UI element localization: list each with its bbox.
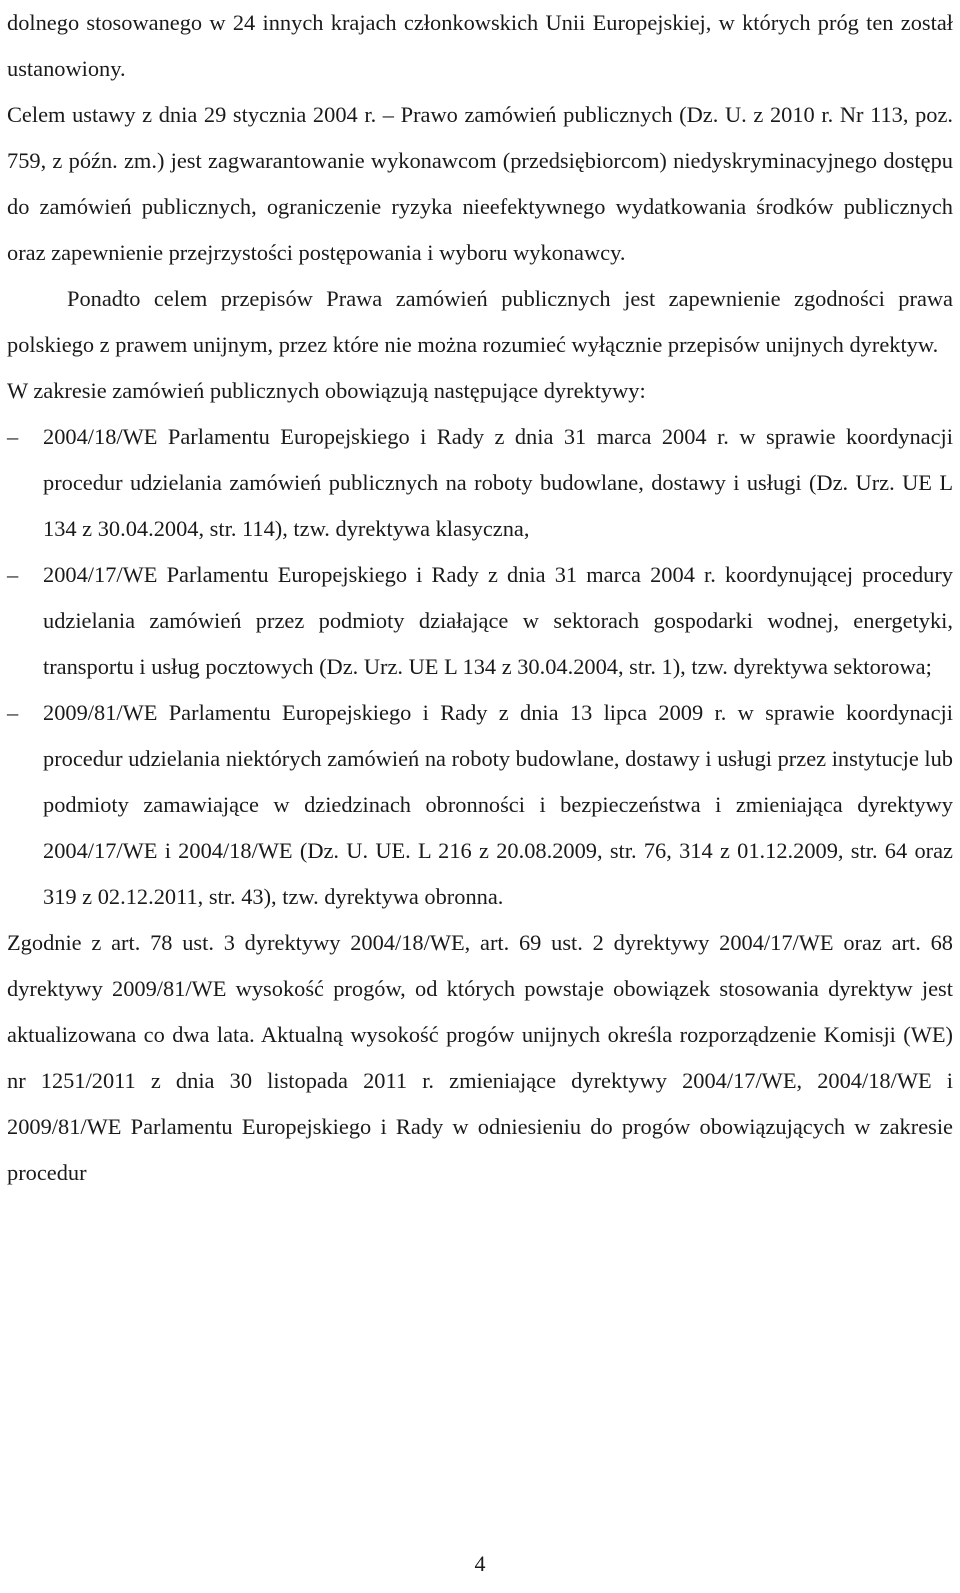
dash-bullet: –: [7, 424, 19, 449]
list-item: [7, 552, 953, 690]
paragraph-directives-intro: W zakresie zamówień publicznych obowiązują następujące dyrektywy:: [7, 378, 646, 403]
list-item: [7, 690, 953, 920]
document-page: [7, 0, 953, 1196]
list-item: [7, 414, 953, 552]
paragraph-continuation: dolnego stosowanego w 24 innych krajach członkowskich Unii Europejskiej, w których próg ten został ustanowiony.: [7, 10, 953, 81]
directives-list: [7, 414, 953, 920]
list-item-text: 2004/17/WE Parlamentu Europejskiego i Rady z dnia 31 marca 2004 r. koordynującej procedury udzielania zamówień przez podmioty działające w sektorach gospodarki wodnej, energetyki, transportu i usług pocztowych (Dz. Urz. UE L 134 z 30.04.2004, str. 1), tzw. dyrektywa sektorowa;: [43, 562, 953, 679]
paragraph-eu-compliance: Ponadto celem przepisów Prawa zamówień publicznych jest zapewnienie zgodności prawa polskiego z prawem unijnym, przez które nie można rozumieć wyłącznie przepisów unijnych dyrektyw.: [7, 286, 953, 357]
paragraph-thresholds: Zgodnie z art. 78 ust. 3 dyrektywy 2004/18/WE, art. 69 ust. 2 dyrektywy 2004/17/WE oraz art. 68 dyrektywy 2009/81/WE wysokość progów, od których powstaje obowiązek stosowania dyrektyw jest aktualizowana co dwa lata. Aktualną wysokość progów unijnych określa rozporządzenie Komisji (WE) nr 1251/2011 z dnia 30 listopada 2011 r. zmieniające dyrektywy 2004/17/WE, 2004/18/WE i 2009/81/WE Parlamentu Europejskiego i Rady w odniesieniu do progów obowiązujących w zakresie procedur: [7, 930, 953, 1185]
dash-bullet: –: [7, 700, 19, 725]
list-item-text: 2004/18/WE Parlamentu Europejskiego i Rady z dnia 31 marca 2004 r. w sprawie koordynacji procedur udzielania zamówień publicznych na roboty budowlane, dostawy i usługi (Dz. Urz. UE L 134 z 30.04.2004, str. 114), tzw. dyrektywa klasyczna,: [43, 424, 953, 541]
page-number: 4: [474, 1551, 486, 1576]
list-item-text: 2009/81/WE Parlamentu Europejskiego i Rady z dnia 13 lipca 2009 r. w sprawie koordynacji procedur udzielania niektórych zamówień na roboty budowlane, dostawy i usługi przez instytucje lub podmioty zamawiające w dziedzinach obronności i bezpieczeństwa i zmieniająca dyrektywy 2004/17/WE i 2004/18/WE (Dz. U. UE. L 216 z 20.08.2009, str. 76, 314 z 01.12.2009, str. 64 oraz 319 z 02.12.2011, str. 43), tzw. dyrektywa obronna.: [43, 700, 953, 909]
paragraph-act-purpose: Celem ustawy z dnia 29 stycznia 2004 r. – Prawo zamówień publicznych (Dz. U. z 2010 r. Nr 113, poz. 759, z późn. zm.) jest zagwarantowanie wykonawcom (przedsiębiorcom) niedyskryminacyjnego dostępu do zamówień publicznych, ograniczenie ryzyka nieefektywnego wydatkowania środków publicznych oraz zapewnienie przejrzystości postępowania i wyboru wykonawcy.: [7, 102, 953, 265]
dash-bullet: –: [7, 562, 19, 587]
